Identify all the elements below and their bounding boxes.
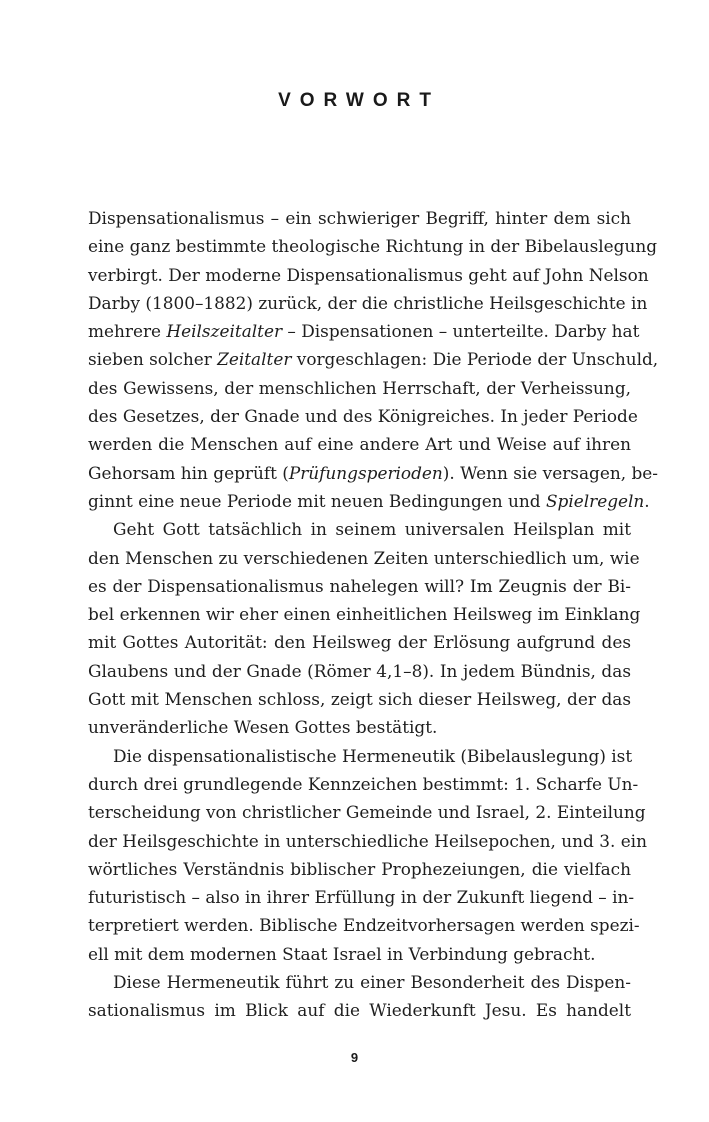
text-line [88,289,648,317]
text-run: terscheidung von christlicher Gemeinde und Israel, 2. Einteilung [88,802,646,823]
text-run: Darby (1800–1882) zurück, der die christliche Heilsgeschichte in [88,292,648,313]
text-line [88,204,631,232]
text-run: des Gewissens, der menschlichen Herrschaft, der Verheissung, [88,377,631,398]
text-line [88,996,631,1024]
text-run: werden die Menschen auf eine andere Art und Weise auf ihren [88,434,631,455]
text-line [88,572,631,600]
text-run: ell mit dem modernen Staat Israel in Verbindung gebracht. [88,943,596,964]
text-line [88,798,646,826]
text-line [88,657,631,685]
text-run: Dispensationalismus – ein schwieriger Begriff, hinter dem sich [88,208,631,228]
text-run: den Menschen zu verschiedenen Zeiten unterschiedlich um, wie [88,547,640,568]
text-run: Gott mit Menschen schloss, zeigt sich dieser Heilsweg, der das [88,689,631,710]
page-number: 9 [350,1050,359,1065]
text-run: des Gesetzes, der Gnade und des Königreiches. In jeder Periode [88,406,638,427]
text-line [88,317,640,345]
text-line [88,459,658,487]
text-run: durch drei grundlegende Kennzeichen bestimmt: 1. Scharfe Un- [88,773,639,794]
chapter-heading: VORWORT [278,90,440,111]
text-run: Geht Gott tatsächlich in seinem universalen Heilsplan mit [113,519,631,540]
text-run: verbirgt. Der moderne Dispensationalismus geht auf John Nelson [88,264,649,285]
text-run: wörtliches Verständnis biblischer Prophezeiungen, die vielfach [88,858,631,879]
text-line [88,883,635,911]
text-line [88,487,650,515]
text-run: futuristisch – also in ihrer Erfüllung in der Zukunft liegend – in- [88,887,635,908]
italic-term: Prüfungsperioden [288,462,443,483]
text-line [88,430,631,458]
text-line [88,628,631,656]
text-line [88,685,631,713]
text-line [88,402,638,430]
text-line [88,827,647,855]
text-run: unveränderliche Wesen Gottes bestätigt. [88,717,438,738]
body-text [88,204,659,1025]
text-run: sieben solcher [88,349,218,370]
text-run: terpretiert werden. Biblische Endzeitvorhersagen werden spezi- [88,915,640,936]
text-line [88,232,658,260]
text-run: der Heilsgeschichte in unterschiedliche Heilsepochen, und 3. ein [88,830,647,851]
text-line [88,713,631,741]
text-line [88,940,631,968]
text-line [88,544,640,572]
text-line [88,911,640,939]
italic-term: Spielregeln [545,490,645,511]
text-run: ). Wenn sie versagen, be- [442,462,658,483]
italic-term: Zeitalter [217,349,292,370]
text-run: ginnt eine neue Periode mit neuen Bedingungen und [88,490,546,511]
text-run: Diese Hermeneutik führt zu einer Besonderheit des Dispen- [113,972,631,993]
text-run: eine ganz bestimmte theologische Richtung in der Bibelauslegung [88,236,658,257]
text-run: es der Dispensationalismus nahelegen will? Im Zeugnis der Bi- [88,575,631,596]
text-line [88,742,631,770]
text-line [88,770,639,798]
text-run: sationalismus im Blick auf die Wiederkunft Jesu. Es handelt [88,1000,631,1021]
text-line [88,374,631,402]
text-run: Die dispensationalistische Hermeneutik (Bibelauslegung) ist [113,745,633,766]
text-run: Glaubens und der Gnade (Römer 4,1–8). In jedem Bündnis, das [88,660,631,681]
text-line [88,515,631,543]
text-line [88,600,641,628]
text-line [88,855,631,883]
text-line [88,968,631,996]
italic-term: Heilszeitalter [166,321,283,342]
text-run: mit Gottes Autorität: den Heilsweg der Erlösung aufgrund des [88,632,631,653]
text-run: – Dispensationen – unterteilte. Darby hat [282,321,640,342]
text-line [88,345,659,373]
text-run: . [644,490,650,511]
text-run: vorgeschlagen: Die Periode der Unschuld, [291,349,659,370]
text-run: bel erkennen wir eher einen einheitlichen Heilsweg im Einklang [88,604,641,625]
text-run: mehrere [88,321,167,342]
text-run: Gehorsam hin geprüft ( [88,462,289,483]
text-line [88,261,649,289]
